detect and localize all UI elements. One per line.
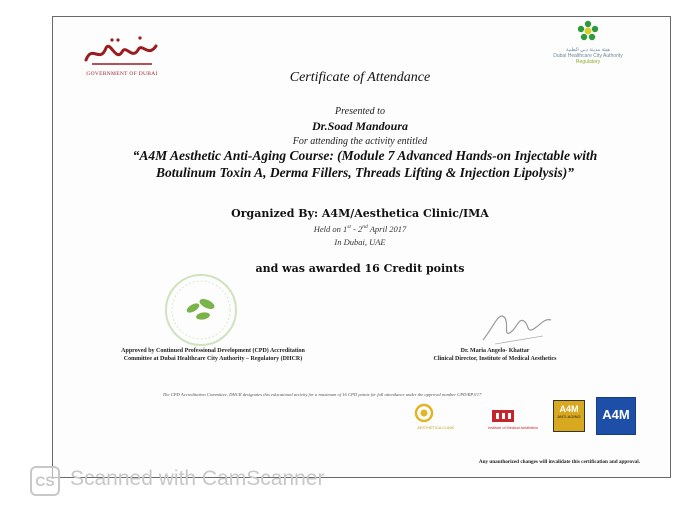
sponsor-2-label: Institute of Medical Aesthetics: [487, 426, 539, 430]
cpd-accreditation-seal: [163, 272, 239, 348]
a4m-gold-text: A4M: [559, 404, 579, 414]
cpd-line-1: Approved by Continued Professional Development (CPD) Accreditation: [121, 348, 305, 354]
dhcc-english-line: Dubai Healthcare City Authority: [553, 53, 623, 59]
signature-icon: [475, 298, 555, 348]
held-suffix: April 2017: [367, 224, 407, 234]
course-title: “A4M Aesthetic Anti-Aging Course: (Module 7 Advanced Hands-on Injectable with Botulinum Toxin A, Derma Fillers, Threads Lifting & Injection Lipolysis)”: [132, 148, 598, 180]
certificate-title: Certificate of Attendance: [289, 70, 431, 85]
held-prefix: Held on 1: [313, 224, 348, 234]
government-of-dubai-logo: [72, 34, 172, 80]
held-place: In Dubai, UAE: [334, 237, 386, 247]
footer-note: Any unauthorized changes will invalidate this certification and approval.: [478, 459, 640, 465]
seal-icon: [163, 272, 239, 348]
cpd-approval-text: [78, 347, 348, 363]
for-attending-text: For attending the activity entitled: [292, 136, 428, 147]
cpd-line-2: Committee at Dubai Healthcare City Authority – Regulatory (DHCR): [123, 356, 303, 362]
a4m-gold-logo: [553, 400, 585, 432]
camscanner-logo-icon: CS: [30, 466, 60, 496]
ima-icon: [478, 402, 548, 428]
signer-block: [400, 347, 590, 363]
presented-to: Presented to: [335, 106, 385, 117]
dhcc-regulatory: Regulatory: [575, 59, 601, 65]
held-date: [280, 224, 440, 234]
dhcc-logo: [538, 20, 638, 82]
cpd-disclaimer: The CPD Accreditation Committee, DHCR designates this educational activity for a maximum of 16 CPD points for full attendance under the approval number CPD/RP3/17: [162, 392, 482, 397]
dhcc-star-icon: [576, 20, 600, 42]
dhcc-arabic-line: هيئة مدينة دبي الطبية: [566, 47, 610, 53]
gov-logo-caption: GOVERNMENT OF DUBAI: [86, 71, 158, 77]
signer-name: Dr. Maria Angelo- Khattar: [460, 348, 530, 354]
a4m-blue-logo: [596, 397, 636, 435]
signer-title: Clinical Director, Institute of Medical Aesthetics: [433, 356, 557, 362]
ima-logo: [478, 402, 548, 434]
held-sup-2: nd: [362, 224, 368, 231]
camscanner-text: Scanned with CamScanner: [70, 467, 325, 490]
aesthetica-clinic-logo: [408, 402, 464, 434]
arabic-calligraphy-icon: [82, 34, 162, 70]
sponsor-1-label: AESTHETICA CLINIC: [417, 426, 455, 430]
held-sup-1: st: [347, 224, 351, 231]
recipient-name: Dr.Soad Mandoura: [311, 119, 409, 133]
organized-by: Organized By: A4M/Aesthetica Clinic/IMA: [231, 207, 489, 220]
held-mid: - 2: [350, 224, 363, 234]
camscanner-watermark: [30, 466, 390, 496]
a4m-blue-text: A4M: [602, 407, 630, 422]
signature: [475, 298, 555, 348]
a4m-gold-sub: ANTI-AGING: [557, 414, 581, 419]
credit-points: and was awarded 16 Credit points: [255, 262, 465, 275]
